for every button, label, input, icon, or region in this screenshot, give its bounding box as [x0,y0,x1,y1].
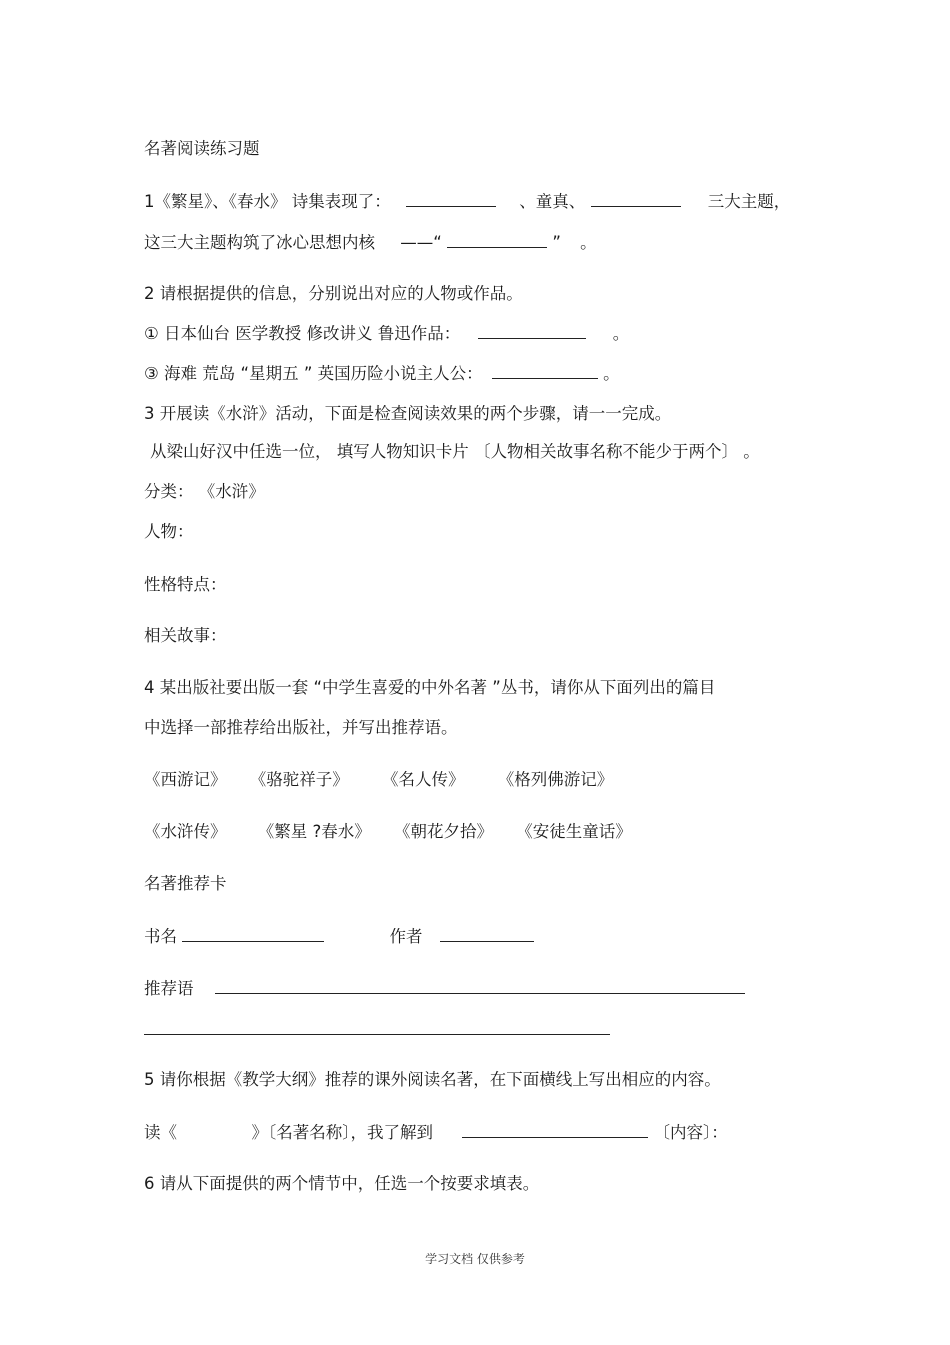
q1-blank-2[interactable] [591,190,681,207]
q2-intro: 2 请根据提供的信息，分别说出对应的人物或作品。 [144,284,523,303]
book-title: 《名人传》 [382,770,465,789]
book-title: 《朝花夕拾》 [394,822,494,841]
q3-category: 分类： 《水浒》 [144,482,265,501]
q5-intro: 5 请你根据《教学大纲》推荐的课外阅读名著，在下面横线上写出相应的内容。 [144,1070,721,1089]
q1-text-a: 1《繁星》、《春水》 诗集表现了： [144,192,391,211]
q1-period: 。 [580,233,597,252]
recommend-blank-1[interactable] [215,977,745,994]
q1-text-c: 三大主题， [707,192,791,211]
q1-line1 [144,190,790,213]
q5-read-mid: 》〔名著名称〕，我了解到 [251,1123,433,1142]
q4-line2: 中选择一部推荐给出版社，并写出推荐语。 [144,718,458,737]
recommend-blank-2[interactable] [144,1034,610,1035]
q2-item1 [144,322,629,345]
recommend-label: 推荐语 [144,979,194,998]
q3-person-label: 人物： [144,522,194,541]
book-title: 《骆驼祥子》 [249,770,349,789]
book-name-label: 书名 [144,927,177,946]
q2-item2-period: 。 [603,364,620,383]
recommend-row [144,977,745,1000]
author-blank[interactable] [440,925,534,942]
q1-line2 [144,231,597,254]
page-footer: 学习文档 仅供参考 [425,1252,525,1266]
q1-blank-3[interactable] [447,231,547,248]
q5-read-open: 读《 [144,1123,177,1142]
q5-read-end: 〔内容〕： [653,1123,728,1142]
q1-close-quote: ” [552,233,561,252]
q2-blank-1[interactable] [478,322,586,339]
q1-line2-text: 这三大主题构筑了冰心思想内核 [144,233,375,252]
book-name-blank[interactable] [182,925,324,942]
q2-item2-text: ③ 海难 荒岛 “星期五 ” 英国历险小说主人公： [144,364,483,383]
q3-intro: 3 开展读《水浒》活动，下面是检查阅读效果的两个步骤，请一一完成。 [144,404,672,423]
q5-content-blank[interactable] [462,1121,648,1138]
q1-dash: ——“ [400,233,442,252]
book-title: 《安徒生童话》 [516,822,632,841]
q3-instruction: 从梁山好汉中任选一位， 填写人物知识卡片 〔人物相关故事名称不能少于两个〕 。 [150,442,760,461]
q2-item1-period: 。 [612,324,630,343]
book-title: 《西游记》 [144,770,227,789]
q3-stories-label: 相关故事： [144,626,227,645]
q1-blank-1[interactable] [406,190,496,207]
book-title: 《格列佛游记》 [497,770,614,789]
q4-books-row1 [144,769,613,791]
author-label: 作者 [389,927,423,946]
book-name-row [144,925,534,948]
book-title: 《繁星 ?春水》 [257,822,371,841]
q3-traits-label: 性格特点： [144,575,227,594]
q4-books-row2 [144,821,632,843]
q6-intro: 6 请从下面提供的两个情节中，任选一个按要求填表。 [144,1174,540,1193]
book-title: 《水浒传》 [144,822,227,841]
recommend-card-title: 名著推荐卡 [144,874,227,893]
q2-item2 [144,362,620,385]
q5-read-row [144,1121,728,1144]
q1-text-b: 、童真、 [519,192,586,211]
page-title: 名著阅读练习题 [144,139,260,158]
q4-line1: 4 某出版社要出版一套 “中学生喜爱的中外名著 ”丛书，请你从下面列出的篇目 [144,678,716,697]
q2-blank-2[interactable] [492,362,598,379]
q2-item1-text: ① 日本仙台 医学教授 修改讲义 鲁迅作品： [144,324,461,343]
